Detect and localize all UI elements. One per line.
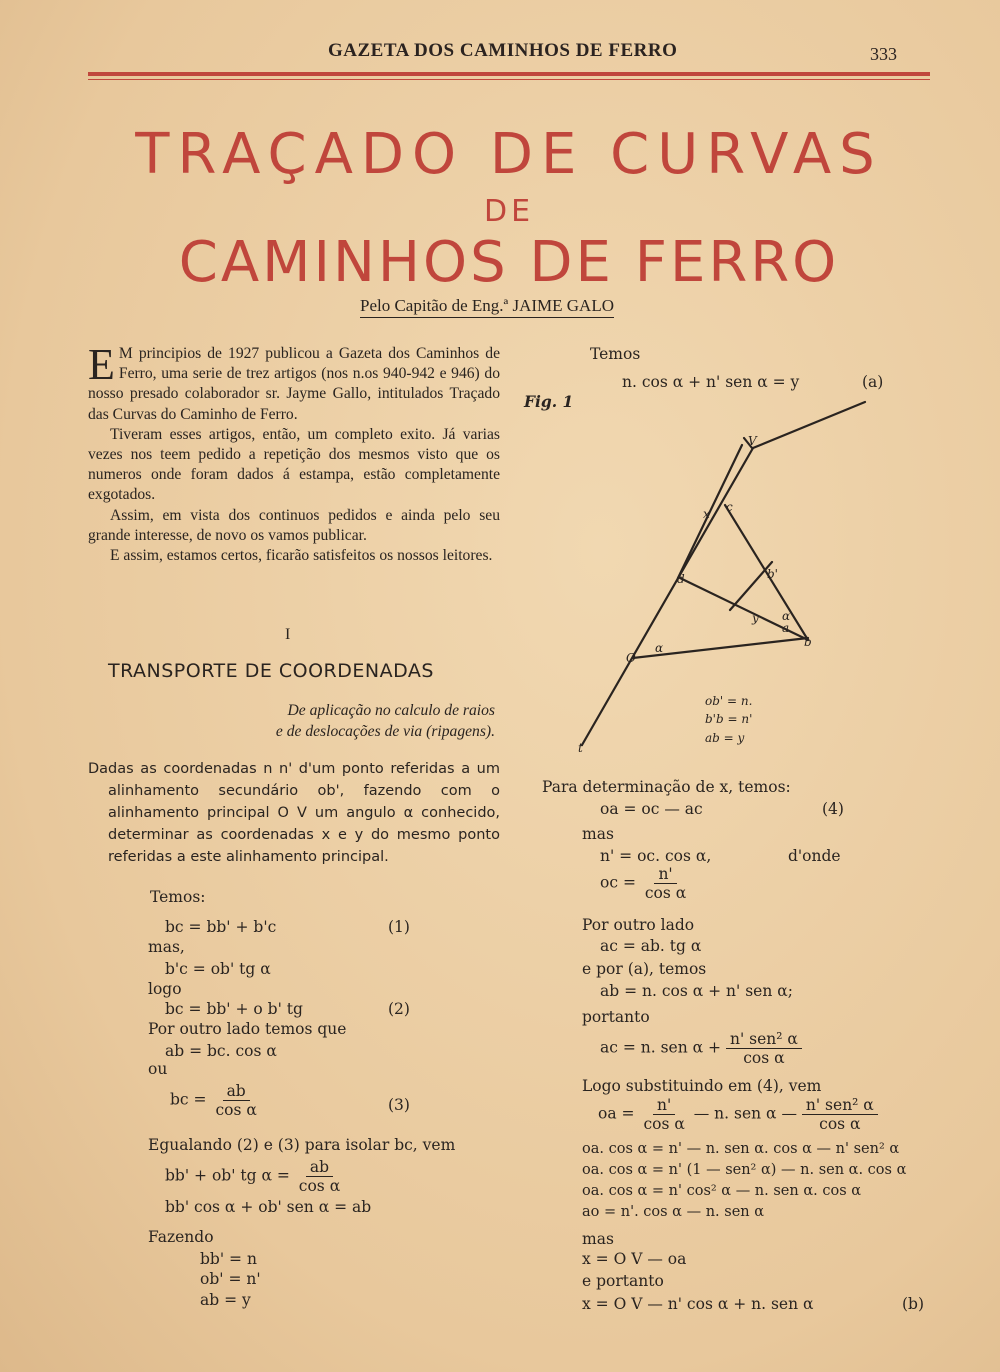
determinacao-text: Para determinação de x, temos: <box>542 778 791 796</box>
intro-p2: Tiveram esses artigos, então, um completo exito. Já varias vezes nos teem pedido a repetição dos mesmos visto que os numeros onde foram dados á estampa, estão completamente exgotados. <box>88 425 500 504</box>
label-O: O <box>626 651 636 665</box>
mas-label: mas, <box>148 938 185 956</box>
eq-oc-den: cos α <box>644 884 687 902</box>
eq-oa-den2: cos α <box>819 1115 861 1133</box>
label-y: y <box>752 611 759 625</box>
label-c: c <box>726 500 733 514</box>
equation-13: oa. cos α = n' cos² α — n. sen α. cos α <box>582 1183 862 1199</box>
problem-statement: Dadas as coordenadas n n' d'um ponto referidas a um alinhamento secundário ob', fazendo com o alinhamento principal O V um angulo α conhecido, determinar as coordenadas x e y do mesmo ponto referidas a este alinhamento principal. <box>88 761 500 865</box>
ou-label: ou <box>148 1060 168 1078</box>
handwritten-3: ab = y <box>705 731 745 745</box>
eq3-lhs: bc = <box>170 1090 207 1109</box>
equation-2-number: (2) <box>388 1000 410 1018</box>
section-numeral: I <box>285 626 291 643</box>
fazendo-2: ob' = n' <box>200 1270 261 1288</box>
handwritten-1: ob' = n. <box>705 694 753 708</box>
eq3-den: cos α <box>215 1101 257 1119</box>
equation-1: bc = bb' + b'c <box>165 918 277 936</box>
equation-ac: ac = ab. tg α <box>600 937 702 955</box>
label-V: V <box>748 434 757 448</box>
eq4-num: ab <box>306 1158 333 1177</box>
por-outro-lado: Por outro lado temos que <box>148 1020 347 1038</box>
label-a: a <box>782 621 790 635</box>
equation-ac2 <box>600 1030 802 1067</box>
right-mas-2: mas <box>582 1230 614 1248</box>
article-title-line1: TRAÇADO DE CURVAS <box>135 122 883 187</box>
alignment-continuation <box>753 402 865 448</box>
eq-ac2-num: n' sen² α <box>726 1030 802 1049</box>
equation-1-number: (1) <box>388 918 410 936</box>
figure-1-diagram <box>520 390 920 770</box>
label-t: t <box>578 741 583 755</box>
equation-14: ao = n'. cos α — n. sen α <box>582 1204 765 1220</box>
section-title: TRANSPORTE DE COORDENADAS <box>108 660 434 682</box>
eq4-fraction <box>295 1158 344 1195</box>
e-portanto-label: e portanto <box>582 1272 664 1290</box>
header-rule <box>88 72 930 76</box>
eq-ac2-fraction <box>726 1030 802 1067</box>
section-subtitle-1: De aplicação no calculo de raios <box>287 702 495 719</box>
equation-1b: b'c = ob' tg α <box>165 960 271 978</box>
label-alpha-2: α <box>782 609 791 623</box>
equation-ab: ab = n. cos α + n' sen α; <box>600 982 793 1000</box>
equation-b-number: (b) <box>902 1295 925 1313</box>
article-title-line3: CAMINHOS DE FERRO <box>178 230 840 295</box>
equation-4r-number: (4) <box>822 800 844 818</box>
eq-oc-lhs: oc = <box>600 873 636 892</box>
portanto-label: portanto <box>582 1008 650 1026</box>
article-title-line2: DE <box>483 194 535 229</box>
equation-x: x = O V — oa <box>582 1250 687 1268</box>
eq-oc-fraction <box>641 865 690 902</box>
eq3-fraction <box>211 1082 260 1119</box>
drop-cap: E <box>88 340 115 389</box>
section-subtitle-2: e de deslocações de via (ripagens). <box>275 723 495 740</box>
equation-a: n. cos α + n' sen α = y <box>622 373 800 391</box>
equation-2b: ab = bc. cos α <box>165 1042 277 1060</box>
label-b-prime: b' <box>767 567 778 581</box>
eq-oa-num1: n' <box>653 1096 675 1115</box>
label-b: b <box>804 635 812 649</box>
egualando-text: Egualando (2) e (3) para isolar bc, vem <box>148 1136 456 1154</box>
eq-oa-den1: cos α <box>643 1115 685 1133</box>
intro-p3: Assim, em vista dos continuos pedidos e ainda pelo seu grande interesse, de novo os vamos publicar. <box>88 506 500 544</box>
intro-text <box>88 340 500 566</box>
equation-5: bb' cos α + ob' sen α = ab <box>165 1198 372 1216</box>
equation-2: bc = bb' + o b' tg <box>165 1000 303 1018</box>
equation-a-number: (a) <box>862 373 884 391</box>
handwritten-2: b'b = n' <box>705 712 753 726</box>
equation-b: x = O V — n' cos α + n. sen α <box>582 1295 814 1313</box>
eq4-den: cos α <box>298 1177 341 1195</box>
fazendo-label: Fazendo <box>148 1228 214 1246</box>
eq-oa-lhs: oa = <box>598 1104 635 1123</box>
equation-3-number: (3) <box>388 1096 410 1114</box>
label-x: x <box>703 507 710 521</box>
segment-b-prime <box>730 562 772 610</box>
eq4-lhs: bb' + ob' tg α = <box>165 1166 290 1185</box>
right-mas: mas <box>582 825 614 843</box>
equation-4r: oa = oc — ac <box>600 800 703 818</box>
eq-ac2-lhs: ac = n. sen α + <box>600 1038 722 1057</box>
equation-oa <box>598 1096 878 1133</box>
equation-n-prime: n' = oc. cos α, <box>600 847 712 865</box>
e-por-a-text: e por (a), temos <box>582 960 707 978</box>
logo-substituindo-text: Logo substituindo em (4), vem <box>582 1077 822 1095</box>
donde-label: d'onde <box>788 847 841 865</box>
eq-oc-num: n' <box>654 865 676 884</box>
label-alpha: α <box>655 641 664 655</box>
equation-12: oa. cos α = n' (1 — sen² α) — n. sen α. cos α <box>582 1162 907 1178</box>
byline: Pelo Capitão de Eng.ª JAIME GALO <box>360 296 614 318</box>
eq-oa-fraction-2 <box>802 1096 878 1133</box>
right-temos: Temos <box>590 345 641 363</box>
temos-label: Temos: <box>150 888 206 906</box>
page-number: 333 <box>870 44 897 64</box>
equation-4 <box>165 1158 344 1195</box>
header-rule-thin <box>88 79 930 80</box>
equation-11: oa. cos α = n' — n. sen α. cos α — n' sen² α <box>582 1141 900 1157</box>
eq3-num: ab <box>223 1082 250 1101</box>
intro-p4: E assim, estamos certos, ficarão satisfeitos os nossos leitores. <box>110 547 493 565</box>
label-d: d <box>677 572 685 586</box>
journal-title: GAZETA DOS CAMINHOS DE FERRO <box>328 40 678 61</box>
fazendo-1: bb' = n <box>200 1250 257 1268</box>
intro-p1: M principios de 1927 publicou a Gazeta dos Caminhos de Ferro, uma serie de trez artigos (nos n.os 940-942 e 946) do nosso presado colaborador sr. Jayme Gallo, intitulados Traçado das Curvas do Caminho de Ferro. <box>88 345 500 423</box>
eq-oa-fraction-1 <box>639 1096 688 1133</box>
equation-oc <box>600 865 690 902</box>
eq-oa-num2: n' sen² α <box>802 1096 878 1115</box>
right-por-outro-lado: Por outro lado <box>582 916 695 934</box>
equation-3 <box>170 1082 261 1119</box>
eq-oa-middle: — n. sen α — <box>693 1104 797 1123</box>
logo-label: logo <box>148 980 182 998</box>
fazendo-3: ab = y <box>200 1291 251 1309</box>
figure-label: Fig. 1 <box>524 392 574 411</box>
eq-ac2-den: cos α <box>743 1049 785 1067</box>
